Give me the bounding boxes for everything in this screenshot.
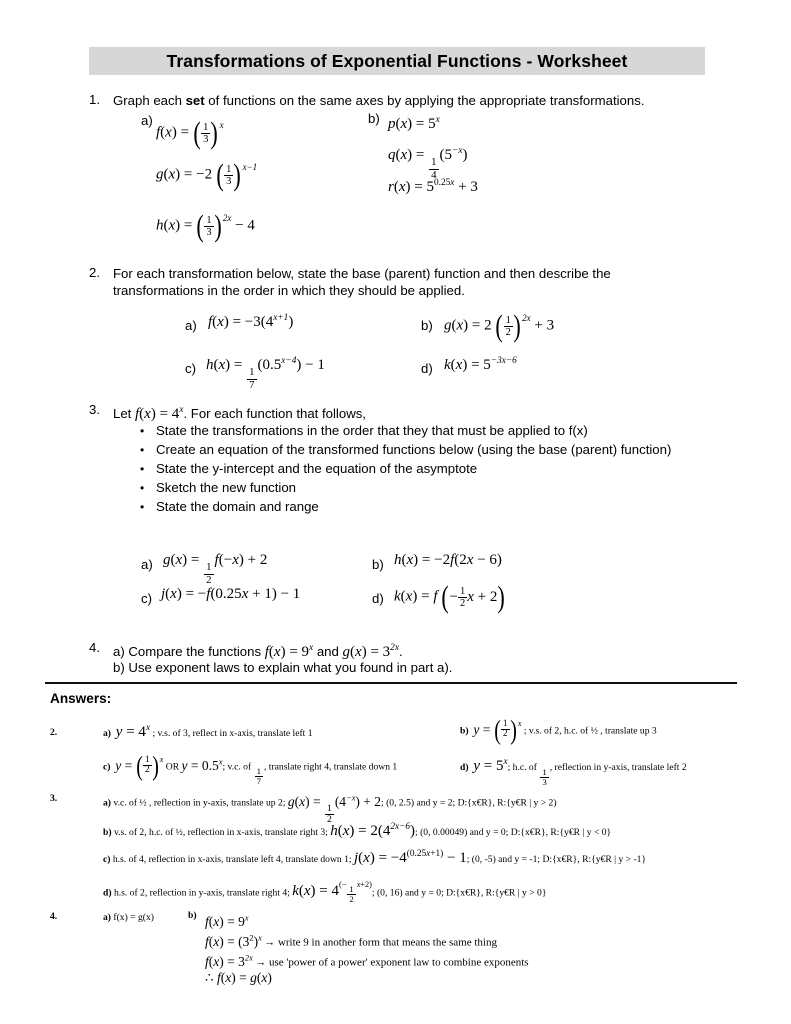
answers-q3-a-eq: g(x) = $\frac{1}{2}$ $(4^{-x}) + 2$ xyxy=(287,793,382,826)
answers-q2-c-label: c) xyxy=(103,761,111,773)
q4a-mid: and xyxy=(313,644,343,659)
answers-q4-b-label: b) xyxy=(188,910,197,921)
q1-function-h: h(x) = ( $\frac{1}{3}$ ) $^{2x}$ − 4 xyxy=(156,208,255,243)
answers-q2-c-desc1: ; v.c. of xyxy=(222,761,254,773)
answers-q2-d xyxy=(460,756,687,787)
answers-q3-b-label: b) xyxy=(103,827,112,838)
answers-q3-b-eq: $h(x) = 2(4^{2x-6})$ xyxy=(330,822,416,839)
answers-q2-c-desc2: , translate right 4, translate down 1 xyxy=(263,761,398,773)
answers-q4-b-line-4 xyxy=(205,971,272,986)
answers-q2-a xyxy=(103,722,313,740)
question-2-prompt-line1: For each transformation below, state the base (parent) function and then describe the xyxy=(113,266,611,281)
q1-prompt-pre: Graph each xyxy=(113,93,186,108)
q3-part-d-label: d) xyxy=(372,591,384,606)
answers-q2-d-label: d) xyxy=(460,762,469,773)
answers-q4-number: 4. xyxy=(50,911,58,922)
answers-q2-b-eq: y = ( $\frac{1}{2}$ ) $^x$ xyxy=(473,714,522,746)
q2-part-d-label: d) xyxy=(421,361,433,376)
question-4-part-a xyxy=(113,640,403,661)
answers-q2-a-eq: $y = 4^x$ xyxy=(115,723,151,740)
answers-q3-d xyxy=(103,878,546,904)
q1-function-r: $r(x) = 5^{0.25x} + 3$ xyxy=(388,178,478,195)
q2-part-b-label: b) xyxy=(421,318,433,333)
answers-q4-b-line-2 xyxy=(205,931,497,950)
answers-q4-b-eq-3: $f(x) = 3^{2x}$ xyxy=(205,953,253,969)
q3-part-b-label: b) xyxy=(372,557,384,572)
answers-q4-b-note-2: → write 9 in another form that means the same thing xyxy=(264,936,497,949)
question-4-part-b: b) Use exponent laws to explain what you found in part a). xyxy=(113,660,453,675)
q3-prompt-math: $f(x) = 4^x$ xyxy=(135,405,184,422)
q3-expr-b: h(x) = −2f(2x − 6) xyxy=(394,552,502,568)
answers-q2-d-desc2: , reflection in y-axis, translate left 2 xyxy=(549,762,687,773)
q1-function-f: f(x) = ( $\frac{1}{3}$ ) $^x$ xyxy=(156,115,224,150)
answers-q2-a-label: a) xyxy=(103,728,111,739)
answers-q2-d-desc1: ; h.c. of xyxy=(507,762,540,773)
answers-q3-b xyxy=(103,821,611,839)
answers-q3-d-detail: ; (0, 16) and y = 0; D:{x€R}, R:{y€R | y > 0} xyxy=(371,887,547,899)
answers-q3-a-label: a) xyxy=(103,797,111,809)
answers-q2-c xyxy=(103,750,398,787)
answers-q2-b xyxy=(460,714,657,746)
answers-q2-c-eq2: $y = 0.5^x$ xyxy=(181,757,223,773)
answers-q4-b-line-1 xyxy=(205,911,249,930)
answers-q3-d-label: d) xyxy=(103,887,112,899)
q4a-math-1: $f(x) = 9^x$ xyxy=(264,643,314,660)
answers-q3-d-desc: h.s. of 2, reflection in y-axis, translate right 4; xyxy=(113,887,290,899)
q2-expr-b: g(x) = 2 ( $\frac{1}{2}$ ) $^{2x}$ + 3 xyxy=(444,308,555,343)
q4a-post: . xyxy=(398,644,403,659)
answers-q3-c-label: c) xyxy=(103,854,111,865)
q2-part-c-label: c) xyxy=(185,361,196,376)
q2-expr-a: $f(x) = -3(4^{x+1})$ xyxy=(208,313,294,330)
answers-q4-b-eq-2: $f(x) = (3^2)^x$ xyxy=(205,933,262,949)
answers-q3-c-eq: $j(x) = -4^{(0.25x+1)} - 1$ xyxy=(353,849,467,866)
q3-bullet-5: • State the domain and range xyxy=(156,499,671,516)
answers-q2-a-desc: ; v.s. of 3, reflect in x-axis, translate left 1 xyxy=(152,728,313,739)
q1-function-g: g(x) = −2 ( $\frac{1}{3}$ ) $^{x-1}$ xyxy=(156,157,258,192)
question-2-prompt-line2: transformations in the order in which they should be applied. xyxy=(113,283,465,298)
question-2-number: 2. xyxy=(89,265,100,280)
question-3-prompt xyxy=(113,402,366,423)
answers-q3-c-detail: ; (0, -5) and y = -1; D:{x€R}, R:{y€R | y > -1} xyxy=(466,854,647,865)
q3-bullet-1: • State the transformations in the order that they that must be applied to f(x) xyxy=(156,423,671,440)
question-1-prompt xyxy=(113,92,713,109)
answers-q2-d-eq: $y = 5^x$ xyxy=(473,757,508,774)
answers-q3-number: 3. xyxy=(50,793,58,804)
q4a-pre: a) Compare the functions xyxy=(113,644,265,659)
question-4-number: 4. xyxy=(89,640,100,655)
question-1-number: 1. xyxy=(89,92,100,107)
answers-q3-b-detail: ; (0, 0.00049) and y = 0; D:{x€R}, R:{y€R | y < 0} xyxy=(415,827,612,838)
answers-q4-a-text: f(x) = g(x) xyxy=(113,912,154,923)
q2-part-a-label: a) xyxy=(185,318,197,333)
q1-prompt-bold: set xyxy=(185,93,205,108)
answers-q3-c-desc: h.s. of 4, reflection in x-axis, translate left 4, translate down 1; xyxy=(112,854,352,865)
q3-bullet-4: • Sketch the new function xyxy=(156,480,671,497)
answers-q2-c-or: OR xyxy=(165,761,180,773)
q1-function-p: $p(x) = 5^x$ xyxy=(388,115,440,132)
answers-q4-b-label-wrap xyxy=(188,909,197,922)
q3-expr-d: k(x) = f ( − $\frac{1}{2}$ x + 2 ) xyxy=(394,579,506,614)
answers-q2-b-desc: ; v.s. of 2, h.c. of ½ , translate up 3 xyxy=(523,725,657,737)
q3-expr-c: j(x) = −f(0.25x + 1) − 1 xyxy=(161,586,301,602)
answers-q2-b-label: b) xyxy=(460,725,469,737)
q3-bullet-3: • State the y-intercept and the equation of the asymptote xyxy=(156,461,671,478)
answers-q4-a-label: a) xyxy=(103,912,111,923)
answers-q2-number: 2. xyxy=(50,727,58,738)
answers-q2-d-frac: $\frac{1}{3}$ xyxy=(542,766,547,787)
page-title: Transformations of Exponential Functions - Worksheet xyxy=(166,50,628,71)
q3-expr-a: g(x) = $\frac{1}{2}$ f(−x) + 2 xyxy=(163,552,268,586)
question-3-bullet-list xyxy=(140,423,671,518)
q1-part-a-label: a) xyxy=(141,113,153,128)
q1-part-b-label: b) xyxy=(368,111,380,126)
q1-function-q: q(x) = $\frac{1}{4}$ $(5^{-x})$ xyxy=(388,146,468,181)
answers-q4-b-eq-1: $f(x) = 9^x$ xyxy=(205,913,249,929)
page-title-banner xyxy=(89,47,705,75)
answers-q2-c-frac: $\frac{1}{7}$ xyxy=(256,766,261,787)
q2-expr-d: $k(x) = 5^{-3x-6}$ xyxy=(444,356,517,373)
q3-part-c-label: c) xyxy=(141,591,152,606)
answers-q3-a-detail: ; (0, 2.5) and y = 2; D:{x€R}, R:{y€R | y > 2) xyxy=(381,797,557,809)
q2-expr-c: h(x) = $\frac{1}{7}$ $(0.5^{x-4}) - 1$ xyxy=(206,356,325,391)
q3-prompt-post: . For each function that follows, xyxy=(183,406,366,421)
q3-bullet-2: • Create an equation of the transformed functions below (using the base (parent) function) xyxy=(156,442,671,459)
q1-prompt-post: of functions on the same axes by applying the appropriate transformations. xyxy=(204,93,645,108)
answers-q3-b-desc: v.s. of 2, h.c. of ½, reflection in x-axis, translate right 3; xyxy=(113,827,328,838)
answers-q4-b-note-3: → use 'power of a power' exponent law to combine exponents xyxy=(255,956,529,969)
q4a-math-2: $g(x) = 3^{2x}$ xyxy=(342,643,399,660)
answers-q4-b-eq-4: ∴ f(x) = g(x) xyxy=(205,970,272,985)
answers-q4-a xyxy=(103,911,154,924)
q3-part-a-label: a) xyxy=(141,557,153,572)
question-3-number: 3. xyxy=(89,402,100,417)
answers-divider xyxy=(45,682,737,684)
answers-q3-a-desc: v.c. of ½ , reflection in y-axis, translate up 2; xyxy=(113,797,286,809)
answers-q4-b-line-3 xyxy=(205,951,529,970)
q3-prompt-pre: Let xyxy=(113,406,135,421)
answers-q3-c xyxy=(103,848,646,866)
answers-q2-c-eq1: y = ( $\frac{1}{2}$ ) $^x$ xyxy=(115,750,164,782)
answers-heading: Answers: xyxy=(50,691,112,706)
answers-q3-d-eq: $k(x) = 4^{(- \frac{1}{2} x+2)}$ xyxy=(292,880,372,904)
